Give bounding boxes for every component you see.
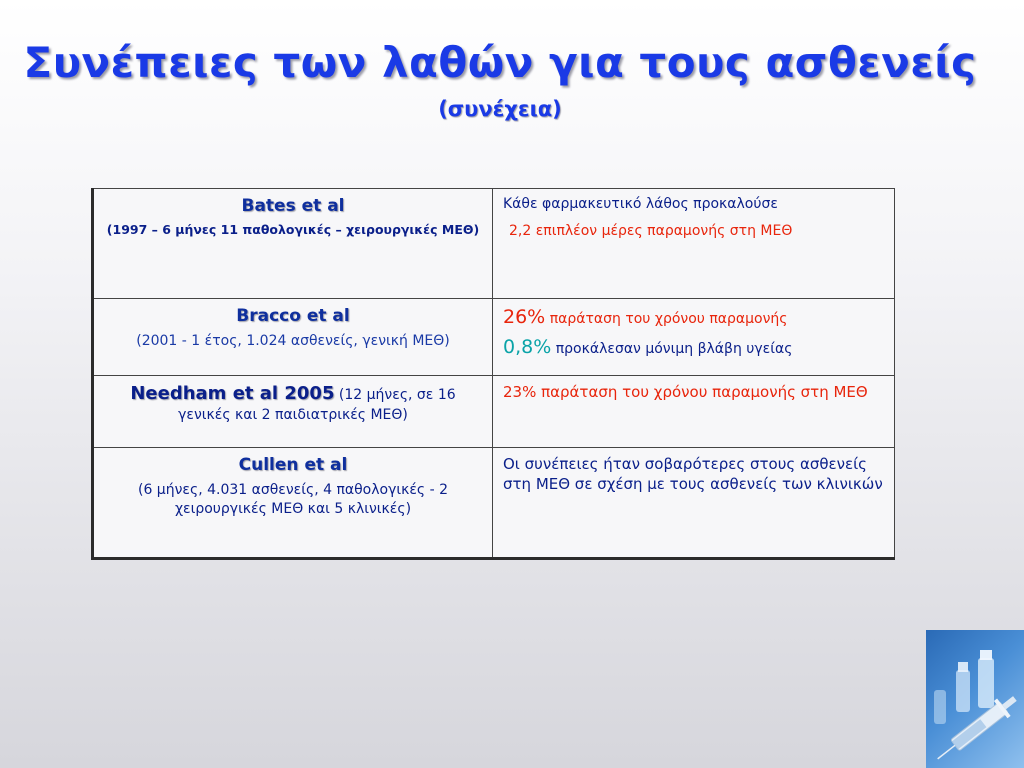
table-row: [93, 299, 895, 376]
syringe-icon: [926, 630, 1024, 768]
finding-text: Οι συνέπειες ήταν σοβαρότερες στους ασθενείς στη ΜΕΘ σε σχέση με τους ασθενείς των κλινικών: [503, 455, 883, 494]
finding-text: προκάλεσαν μόνιμη βλάβη υγείας: [555, 340, 793, 357]
table-row: [93, 376, 895, 448]
finding-value: 26%: [503, 306, 546, 328]
study-name: Cullen et al: [238, 455, 348, 475]
table-row: [93, 448, 895, 559]
finding-item: [503, 335, 884, 361]
syringe-vials-image: [926, 630, 1024, 768]
finding-text: Κάθε φαρμακευτικό λάθος προκαλούσε: [503, 196, 778, 212]
study-details: (1997 – 6 μήνες 11 παθολογικές – χειρουργικές ΜΕΘ): [106, 221, 480, 237]
finding-value: 0,8%: [503, 335, 552, 358]
table-row: [93, 189, 895, 299]
study-details: (2001 - 1 έτος, 1.024 ασθενείς, γενική ΜΕΘ): [136, 332, 450, 349]
slide-subtitle: (συνέχεια): [438, 97, 562, 121]
studies-table: [91, 188, 895, 560]
finding-cell: [493, 376, 895, 448]
study-cell: [93, 299, 493, 376]
finding-cell: [493, 448, 895, 559]
study-name: Bracco et al: [236, 306, 350, 326]
finding-cell: [493, 299, 895, 376]
finding-item: [503, 305, 884, 331]
finding-cell: [493, 189, 895, 299]
study-details: (12 μήνες, σε 16 γενικές και 2 παιδιατρικές ΜΕΘ): [178, 387, 456, 424]
finding-text: παράταση του χρόνου παραμονής: [549, 311, 788, 327]
study-cell: [93, 448, 493, 559]
study-name: Needham et al 2005: [130, 383, 335, 404]
finding-highlight: 2,2 επιπλέον μέρες παραμονής στη ΜΕΘ: [509, 222, 793, 239]
study-cell: [93, 189, 493, 299]
study-cell: [93, 376, 493, 448]
slide-title: Συνέπειες των λαθών για τους ασθενείς: [23, 38, 977, 87]
study-details: (6 μήνες, 4.031 ασθενείς, 4 παθολογικές - 2 χειρουργικές ΜΕΘ και 5 κλινικές): [137, 481, 449, 517]
finding-text: 23% παράταση του χρόνου παραμονής στη ΜΕΘ: [503, 383, 868, 401]
study-name: Bates et al: [241, 196, 345, 216]
